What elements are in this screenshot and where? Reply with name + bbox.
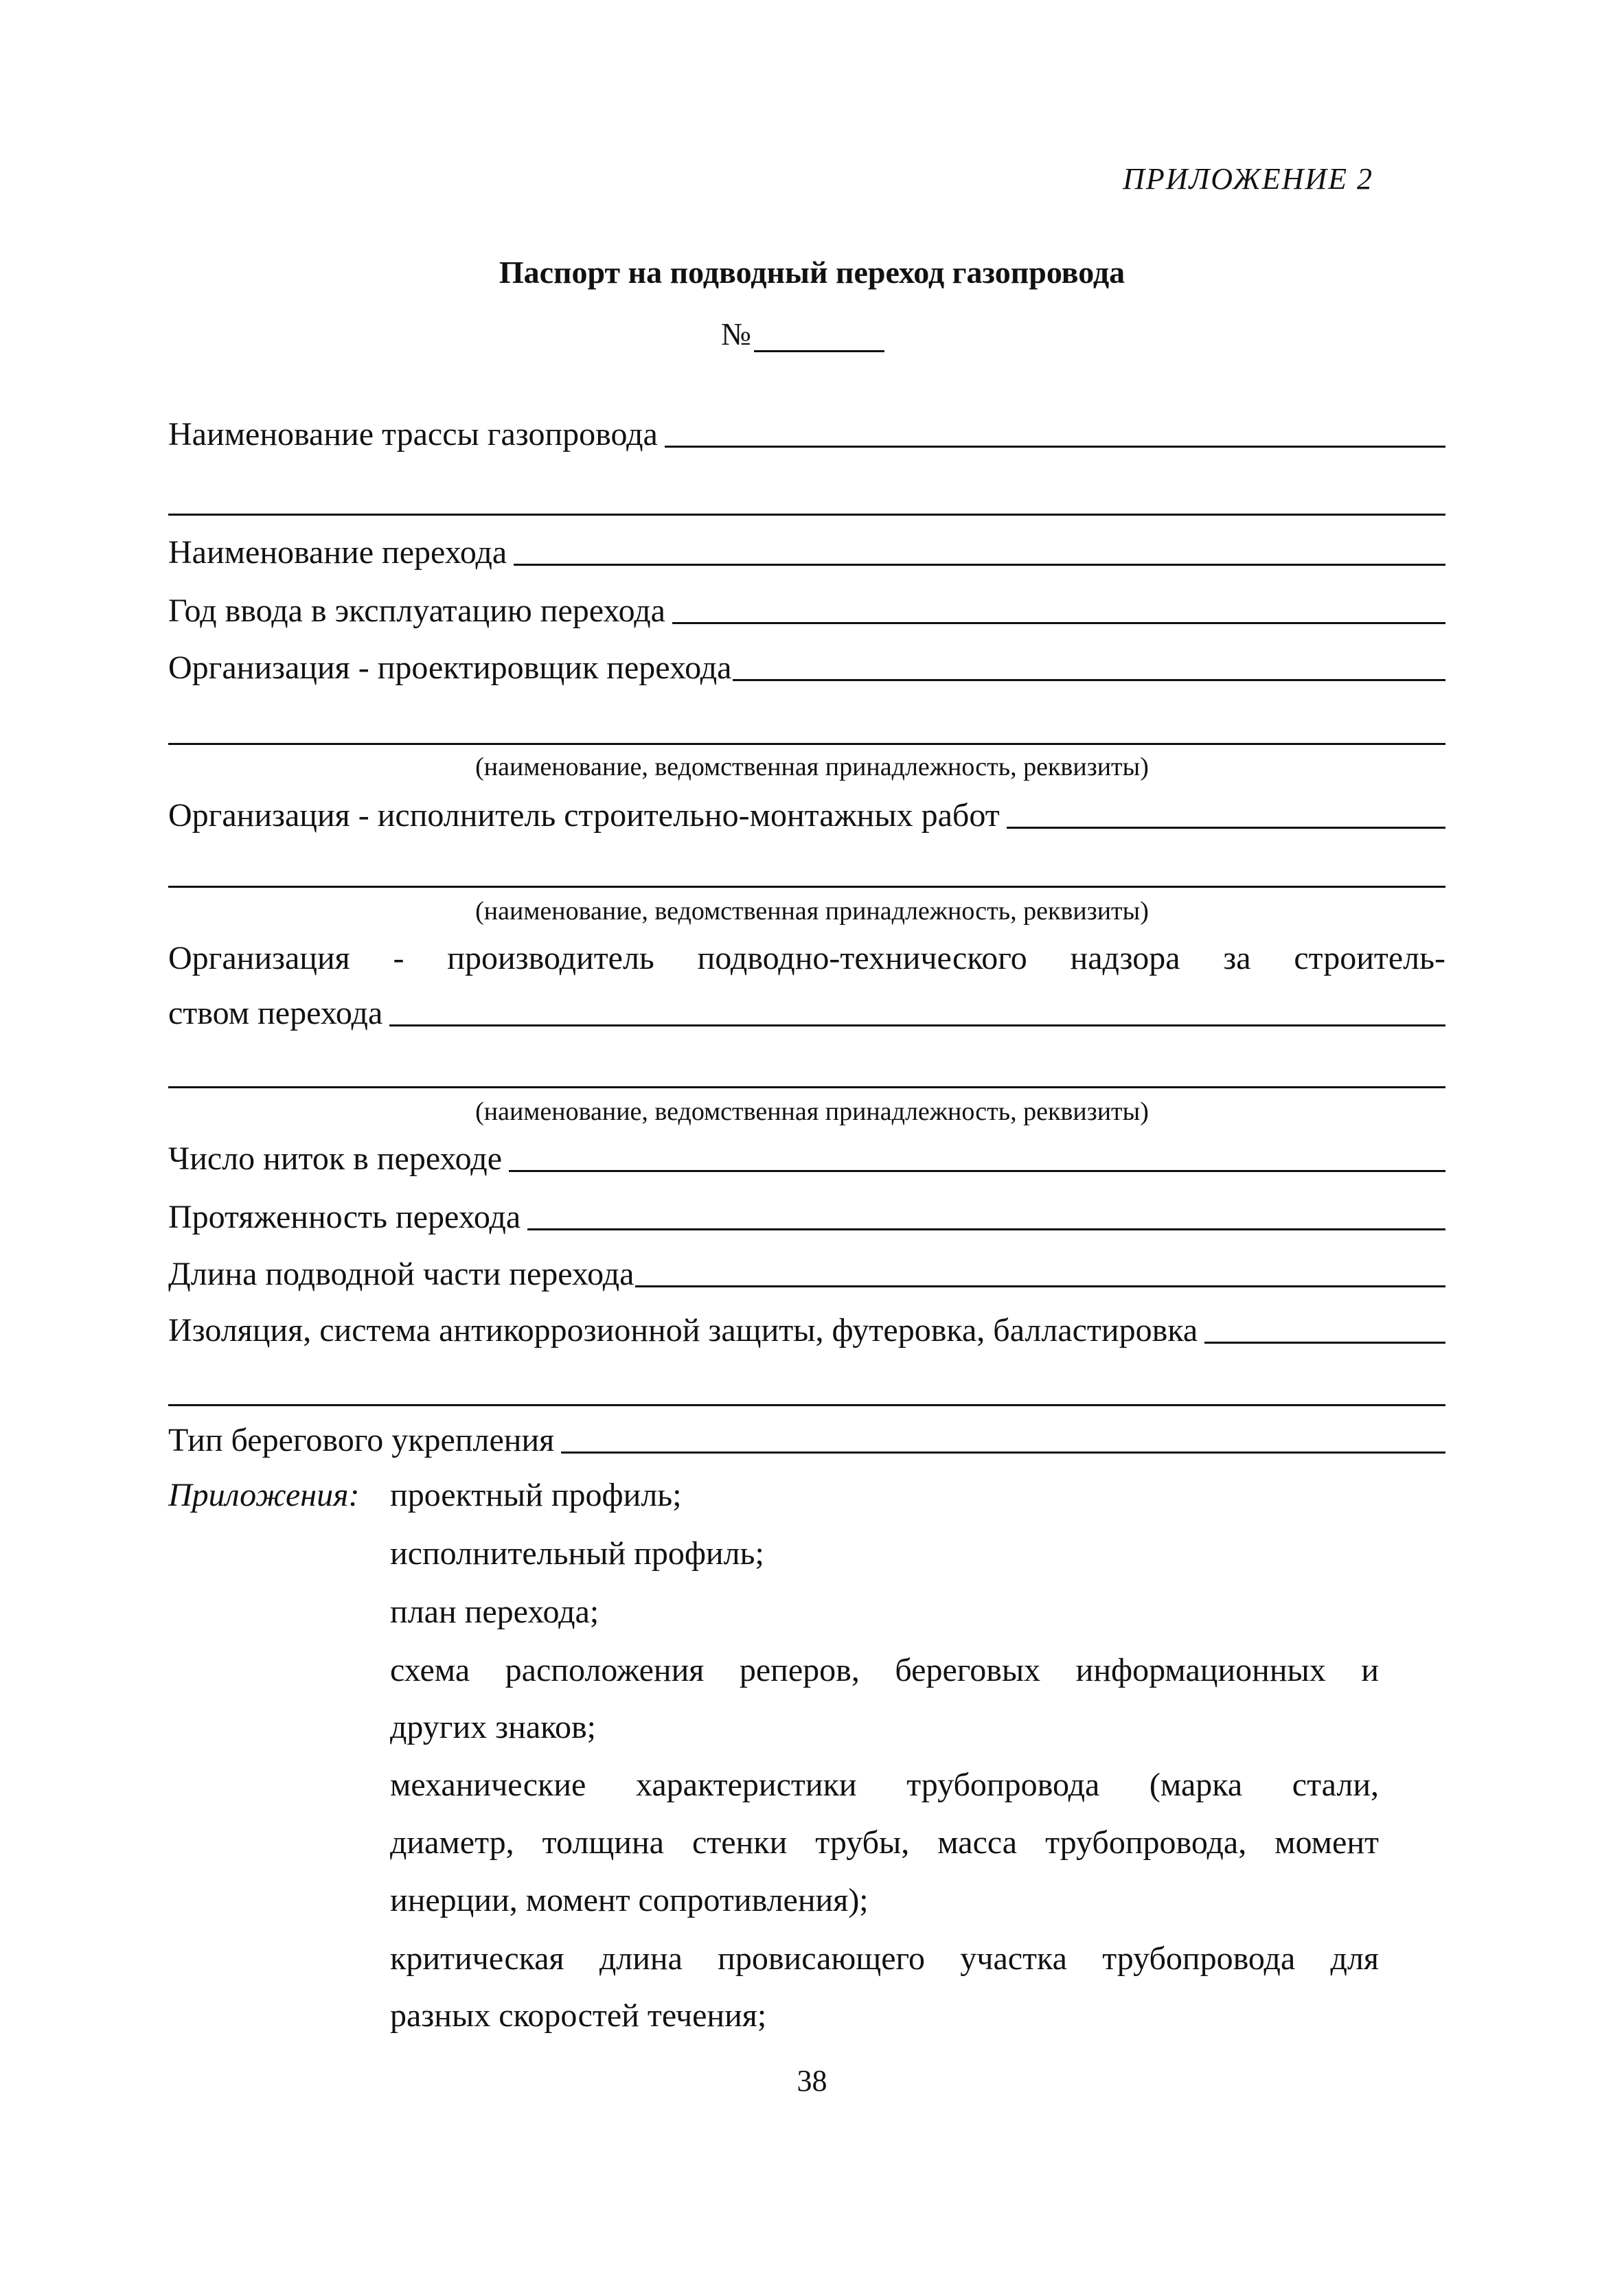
attachment-item: схема расположения реперов, береговых информационных и bbox=[390, 1652, 1379, 1688]
attachment-item: механические характеристики трубопровода (марка стали, bbox=[390, 1767, 1379, 1803]
document-title: Паспорт на подводный переход газопровода bbox=[499, 255, 1125, 290]
blank-line bbox=[168, 514, 1445, 516]
page-number: 38 bbox=[797, 2064, 827, 2098]
fill-line bbox=[635, 1285, 1445, 1287]
blank-line bbox=[168, 743, 1445, 745]
field-label: Наименование трассы газопровода bbox=[168, 416, 658, 452]
fill-line bbox=[509, 1170, 1445, 1172]
field-label: Число ниток в переходе bbox=[168, 1140, 503, 1177]
number-sign: № bbox=[721, 317, 751, 352]
field-supervisor-org bbox=[168, 994, 1445, 1032]
attachment-item: критическая длина провисающего участка трубопровода для bbox=[390, 1940, 1379, 1977]
field-designer-org bbox=[168, 649, 1445, 687]
fill-line bbox=[672, 622, 1445, 624]
fill-line bbox=[561, 1451, 1445, 1454]
field-label: Протяженность перехода bbox=[168, 1199, 521, 1235]
blank-line bbox=[168, 886, 1445, 888]
field-label: Год ввода в эксплуатацию перехода bbox=[168, 593, 665, 629]
field-label: Длина подводной части перехода bbox=[168, 1256, 634, 1292]
attachments-label bbox=[168, 1476, 359, 1514]
field-underwater-length bbox=[168, 1255, 1445, 1293]
attachment-item: диаметр, толщина стенки трубы, масса трубопровода, момент bbox=[390, 1824, 1379, 1861]
field-label: Наименование перехода bbox=[168, 534, 507, 571]
field-thread-count bbox=[168, 1140, 1445, 1178]
number-blank-line bbox=[754, 323, 884, 352]
field-label: Тип берегового укрепления bbox=[168, 1422, 555, 1458]
attachment-item: других знаков; bbox=[390, 1709, 596, 1745]
attachments-colon: : bbox=[348, 1477, 360, 1513]
field-label: Изоляция, система антикоррозионной защиты, футеровка, балластировка bbox=[168, 1312, 1198, 1349]
org-details-caption: (наименование, ведомственная принадлежность, реквизиты) bbox=[475, 1097, 1149, 1126]
attachment-item: разных скоростей течения; bbox=[390, 1997, 767, 2034]
field-crossing-name bbox=[168, 533, 1445, 571]
attachment-item: проектный профиль; bbox=[390, 1477, 682, 1513]
appendix-label: ПРИЛОЖЕНИЕ 2 bbox=[1123, 162, 1373, 196]
org-details-caption: (наименование, ведомственная принадлежность, реквизиты) bbox=[475, 753, 1149, 781]
fill-line bbox=[1204, 1342, 1445, 1344]
fill-line bbox=[527, 1228, 1445, 1230]
field-contractor-org bbox=[168, 796, 1445, 834]
fill-line bbox=[733, 679, 1445, 681]
field-label: Организация - проектировщик перехода bbox=[168, 650, 732, 686]
field-label: Организация - исполнитель строительно-монтажных работ bbox=[168, 797, 1000, 834]
field-crossing-length bbox=[168, 1198, 1445, 1236]
fill-line bbox=[665, 446, 1445, 448]
fill-line bbox=[514, 564, 1445, 566]
field-insulation bbox=[168, 1311, 1445, 1349]
field-label: ством перехода bbox=[168, 995, 383, 1031]
passport-number bbox=[721, 316, 884, 352]
attachments-label-text: Приложения bbox=[168, 1477, 349, 1513]
field-bank-protection bbox=[168, 1421, 1445, 1459]
blank-line bbox=[168, 1404, 1445, 1406]
org-details-caption: (наименование, ведомственная принадлежность, реквизиты) bbox=[475, 897, 1149, 926]
attachment-item: инерции, момент сопротивления); bbox=[390, 1882, 869, 1918]
field-commission-year bbox=[168, 592, 1445, 630]
field-pipeline-route-name bbox=[168, 415, 1445, 453]
fill-line bbox=[389, 1024, 1445, 1026]
blank-line bbox=[168, 1086, 1445, 1088]
attachment-item: исполнительный профиль; bbox=[390, 1535, 764, 1572]
attachment-item: план перехода; bbox=[390, 1594, 599, 1630]
fill-line bbox=[1007, 827, 1445, 829]
field-supervisor-org-line1: Организация - производитель подводно-технического надзора за строитель- bbox=[168, 940, 1445, 976]
